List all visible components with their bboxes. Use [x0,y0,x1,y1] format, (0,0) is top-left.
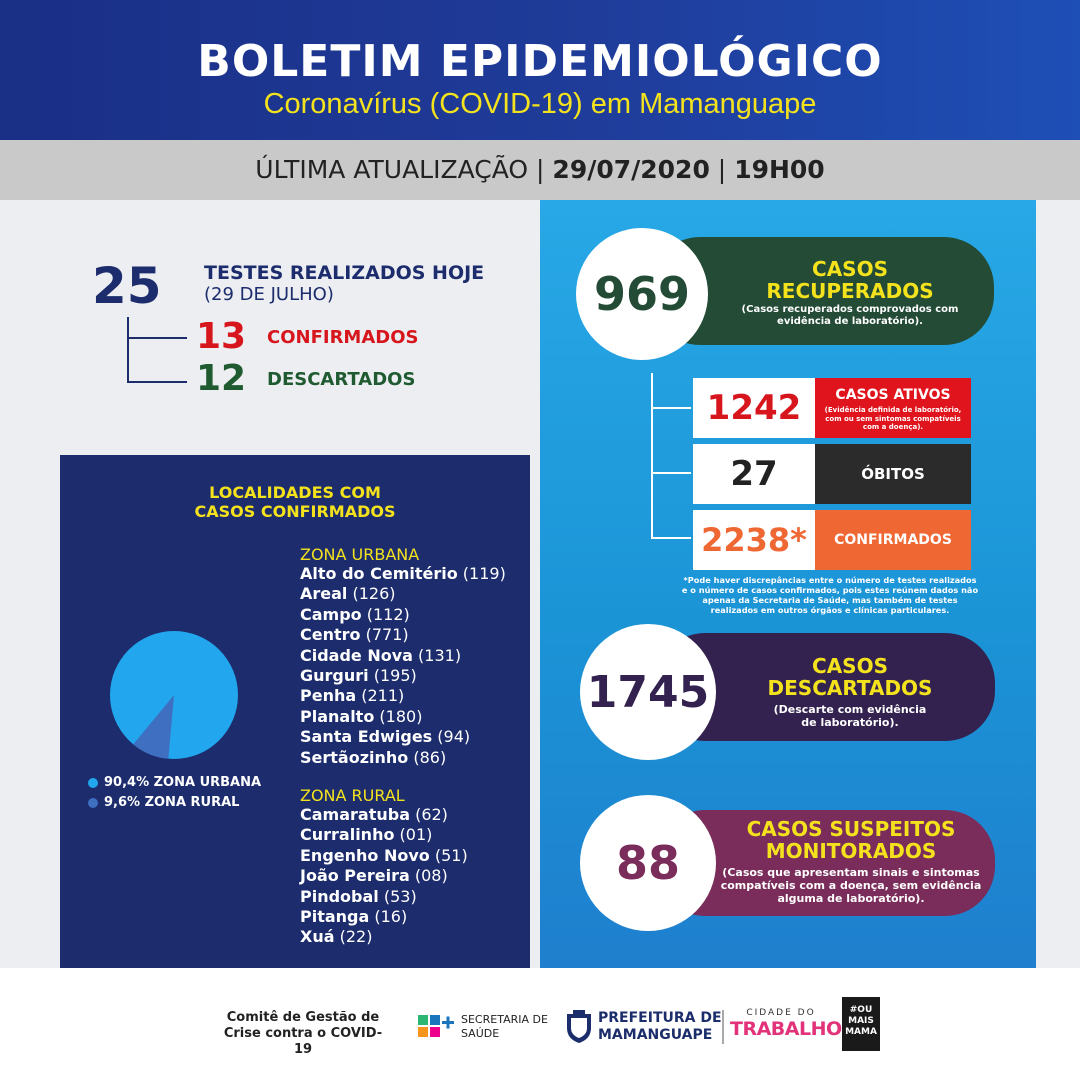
place-count: (112) [361,604,410,624]
place-name: Engenho Novo [300,845,430,865]
place-count: (195) [368,666,417,686]
zone-pie-chart [108,629,240,761]
discarded-count: 1745 [580,624,716,760]
place-count: (62) [409,805,448,824]
place-name: Santa Edwiges [300,727,433,747]
place-name: João Pereira [300,866,410,886]
cidade-do-trabalho-logo: CIDADE DO TRABALHO [730,1008,842,1040]
place-count: (211) [356,686,405,706]
update-separator: | [536,155,545,184]
confirmed-row [693,510,971,570]
suspects-count: 88 [580,795,716,931]
recovered-count: 969 [576,228,708,360]
place-count: (01) [394,825,433,845]
place-item [300,646,506,666]
update-separator: | [717,155,727,184]
recovered-desc: (Casos recuperados comprovados com evidência de laboratório). [741,304,959,327]
place-name: Penha [300,686,357,706]
place-item [300,727,506,747]
place-count: (771) [360,625,409,645]
comite-text: Comitê de Gestão de Crise contra o COVID-19 [223,1010,383,1057]
update-time: 19H00 [734,155,825,184]
place-item [300,584,506,604]
active-count: 1242 [693,378,815,438]
place-name: Camaratuba [300,805,410,824]
update-bar [0,140,1080,200]
discarded-title: CASOS DESCARTADOS [767,654,933,700]
place-item [300,887,468,907]
place-count: (126) [347,584,396,604]
tests-date: (29 DE JULHO) [204,284,334,305]
update-label: ÚLTIMA ATUALIZAÇÃO [255,155,529,184]
tests-summary [0,200,540,455]
place-item [300,907,468,927]
place-item [300,805,468,825]
active-row [693,378,971,438]
footer-divider [722,1010,724,1044]
bracket-line [127,317,129,383]
place-name: Campo [300,604,362,624]
place-name: Sertãozinho [300,747,409,767]
place-name: Pitanga [300,907,370,927]
localities-title: LOCALIDADES COM CASOS CONFIRMADOS [194,483,396,521]
place-name: Areal [300,584,348,604]
header [0,0,1080,140]
health-cross-icon [418,1013,456,1043]
place-name: Cidade Nova [300,645,413,665]
tests-label: TESTES REALIZADOS HOJE [204,262,485,284]
tests-discarded-count: 12 [196,358,247,399]
tree-line [651,373,653,538]
place-count: (94) [432,727,471,747]
suspects-desc: (Casos que apresentam sinais e sintomas compatíveis com a doença, sem evidência alguma de laboratório). [720,866,982,905]
active-label-box [815,378,971,438]
place-count: (86) [408,747,447,767]
place-item [300,846,468,866]
update-date: 29/07/2020 [552,155,710,184]
coat-of-arms-icon [564,1008,594,1044]
place-count: (131) [412,645,462,665]
place-count: (119) [457,564,506,583]
place-count: (08) [409,866,448,886]
tree-line [651,407,691,409]
place-item [300,605,506,625]
place-name: Gurguri [300,666,369,686]
confirmed-count: 2238* [693,510,815,570]
place-name: Pindobal [300,886,379,906]
discarded-desc: (Descarte com evidência de laboratório). [773,703,927,729]
campaign-badge: #OU MAIS MAMA [842,997,880,1051]
place-name: Alto do Cemitério [300,564,458,583]
tests-confirmed-label: CONFIRMADOS [267,327,419,348]
place-count: (180) [374,706,423,726]
rural-place-list [300,805,468,948]
active-desc: (Evidência definida de laboratório, com ou sem sintomas compatíveis com a doença). [824,406,962,431]
place-name: Centro [300,625,361,645]
place-item [300,825,468,845]
place-item [300,625,506,645]
rural-heading: ZONA RURAL [300,786,405,805]
localities-panel [60,455,530,968]
place-item [300,748,506,768]
deaths-label: ÓBITOS [815,444,971,504]
tree-line [651,537,691,539]
legend-dot [88,778,98,788]
active-label: CASOS ATIVOS [835,387,951,403]
tests-count: 25 [92,257,162,315]
page-subtitle: Coronavírus (COVID-19) em Mamanguape [263,88,817,120]
place-item [300,866,468,886]
place-count: (16) [369,907,408,927]
place-count: (22) [334,927,373,947]
confirmed-label: CONFIRMADOS [815,510,971,570]
place-item [300,686,506,706]
tree-line [651,472,691,474]
place-count: (51) [429,845,468,865]
secretaria-text: SECRETARIA DE SAÚDE [461,1013,548,1040]
place-name: Xuá [300,927,335,947]
place-item [300,564,506,584]
place-name: Curralinho [300,825,395,845]
discrepancy-note: *Pode haver discrepâncias entre o número de testes realizados e o número de casos confirmados, pois estes reúnem dados não apenas da Secretaria de Saúde, mas também de testes realizados em outros órgãos e clínicas particulares. [681,575,979,615]
bracket-line [127,381,187,383]
urban-place-list [300,564,506,768]
deaths-row [693,444,971,504]
tests-confirmed-count: 13 [196,316,247,357]
page-title: BOLETIM EPIDEMIOLÓGICO [197,36,883,87]
place-count: (53) [378,886,417,906]
bracket-line [127,337,187,339]
legend-urban: 90,4% ZONA URBANA [88,775,261,790]
tests-discarded-label: DESCARTADOS [267,369,416,390]
urban-heading: ZONA URBANA [300,545,420,564]
legend-rural: 9,6% ZONA RURAL [88,795,239,810]
suspects-title: CASOS SUSPEITOS MONITORADOS [746,817,956,863]
deaths-count: 27 [693,444,815,504]
recovered-title: CASOS RECUPERADOS [766,257,934,303]
place-item [300,666,506,686]
legend-dot [88,798,98,808]
place-item [300,927,468,947]
place-item [300,707,506,727]
place-name: Planalto [300,706,375,726]
prefeitura-text: PREFEITURA DE MAMANGUAPE [598,1010,722,1043]
